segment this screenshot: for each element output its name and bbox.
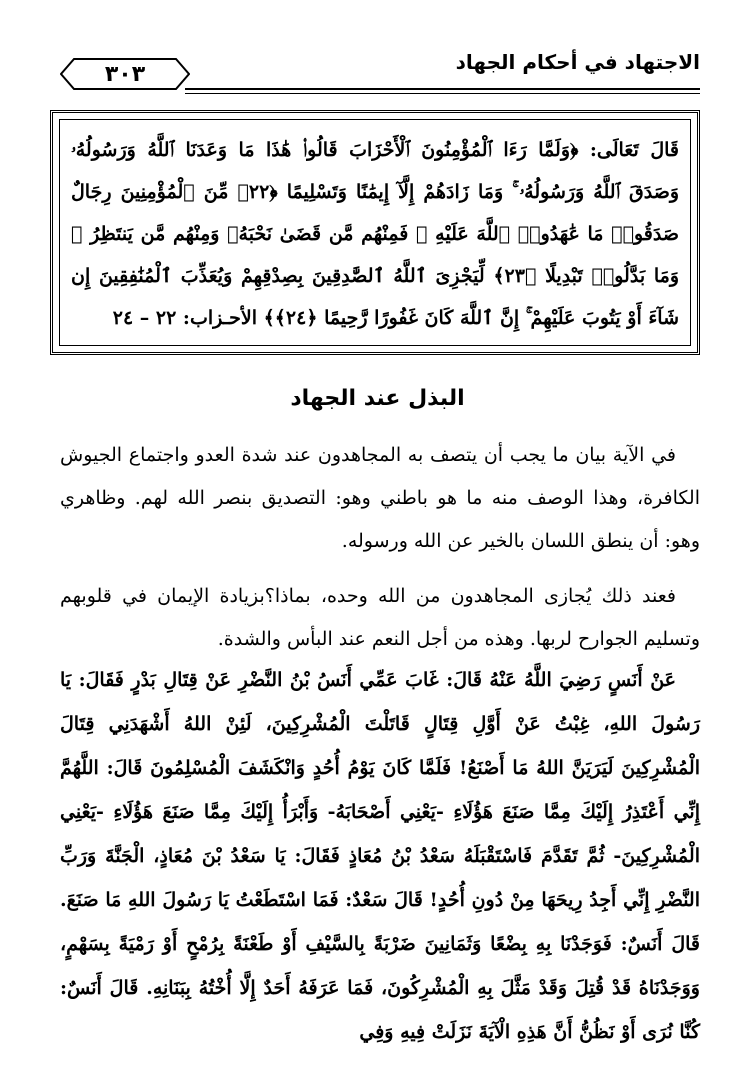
paragraph-2-text: فعند ذلك يُجازى المجاهدون من الله وحده، بماذا؟بزيادة الإيمان في قلوبهم وتسليم الجوارح لربها. وهذه من أجل النعم عند البأس والشدة. [60, 585, 700, 650]
header-rule [185, 88, 700, 90]
quran-verse-box [50, 110, 700, 355]
paragraph-1-text: في الآية بيان ما يجب أن يتصف به المجاهدون عند شدة العدو واجتماع الجيوش الكافرة، وهذا الوصف منه ما هو باطني وهو: التصديق بنصر الله لهم. وظاهري وهو: أن ينطق اللسان بالخير عن الله ورسوله. [60, 444, 700, 552]
paragraph-1 [60, 434, 700, 563]
running-title: الاجتهاد في أحكام الجهاد [455, 50, 700, 74]
section-heading: البذل عند الجهاد [290, 386, 465, 411]
quran-verse-text: قَالَ تَعَالَى: ﴿وَلَمَّا رَءَا ٱلْمُؤْمِنُونَ ٱلْأَحْزَابَ قَالُوا۟ هَٰذَا مَا وَعَدَنَا ٱللَّهُ وَرَسُولُهُۥ وَصَدَقَ ٱللَّهُ وَرَسُولُهُۥ ۚ وَمَا زَادَهُمْ إِلَّآ إِيمَٰنًا وَتَسْلِيمًا ﴿٢٢﴾ مِّنَ ٱلْمُؤْمِنِينَ رِجَالٌ صَدَقُوا۟ مَا عَٰهَدُوا۟ ٱللَّهَ عَلَيْهِ ۖ فَمِنْهُم مَّن قَضَىٰ نَحْبَهُۥ وَمِنْهُم مَّن يَنتَظِرُ ۖ وَمَا بَدَّلُوا۟ تَبْدِيلًا ﴿٢٣﴾ لِّيَجْزِىَ ٱللَّهُ ٱلصَّٰدِقِينَ بِصِدْقِهِمْ وَيُعَذِّبَ ٱلْمُنَٰفِقِينَ إِن شَآءَ أَوْ يَتُوبَ عَلَيْهِمْ ۚ إِنَّ ٱللَّهَ كَانَ غَفُورًا رَّحِيمًا ﴿٢٤﴾﴾ الأحـزاب: ٢٢ – ٢٤ [71, 139, 680, 329]
hadith-paragraph [60, 658, 700, 1054]
hadith-text: عَنْ أَنَسٍ رَضِيَ اللَّهُ عَنْهُ قَالَ: غَابَ عَمِّي أَنَسُ بْنُ النَّضْرِ عَنْ قِتَالِ بَدْرٍ فَقَالَ: يَا رَسُولَ اللهِ، غِبْتُ عَنْ أَوَّلِ قِتَالٍ قَاتَلْتَ الْمُشْرِكِينَ، لَئِنْ اللهُ أَشْهَدَنِي قِتَالَ الْمُشْرِكِينَ لَيَرَيَنَّ اللهُ مَا أَصْنَعُ! فَلَمَّا كَانَ يَوْمُ أُحُدٍ وَانْكَشَفَ الْمُسْلِمُونَ قَالَ: اللَّهُمَّ إِنِّي أَعْتَذِرُ إِلَيْكَ مِمَّا صَنَعَ هَؤُلَاءِ -يَعْنِي أَصْحَابَهُ- وَأَبْرَأُ إِلَيْكَ مِمَّا صَنَعَ هَؤُلَاءِ -يَعْنِي الْمُشْرِكِينَ- ثُمَّ تَقَدَّمَ فَاسْتَقْبَلَهُ سَعْدُ بْنُ مُعَاذٍ فَقَالَ: يَا سَعْدُ بْنَ مُعَاذٍ، الْجَنَّةَ وَرَبِّ النَّضْرِ إِنِّي أَجِدُ رِيحَهَا مِنْ دُونِ أُحُدٍ! قَالَ سَعْدٌ: فَمَا اسْتَطَعْتُ يَا رَسُولَ اللهِ مَا صَنَعَ. قَالَ أَنَسٌ: فَوَجَدْنَا بِهِ بِضْعًا وَثَمَانِينَ ضَرْبَةً بِالسَّيْفِ أَوْ طَعْنَةً بِرُمْحٍ أَوْ رَمْيَةً بِسَهْمٍ، وَوَجَدْنَاهُ قَدْ قُتِلَ وَقَدْ مَثَّلَ بِهِ الْمُشْرِكُونَ، فَمَا عَرَفَهُ أَحَدٌ إِلَّا أُخْتُهُ بِبَنَانِهِ. قَالَ أَنَسٌ: كُنَّا نُرَى أَوْ نَظُنُّ أَنَّ هَذِهِ الْآيَةَ نَزَلَتْ فِيهِ وَفِي [60, 669, 700, 1043]
page-number: ٣٠٣ [104, 61, 146, 87]
header-rule-thin [185, 93, 700, 94]
paragraph-2 [60, 575, 700, 661]
page-header [60, 40, 700, 100]
